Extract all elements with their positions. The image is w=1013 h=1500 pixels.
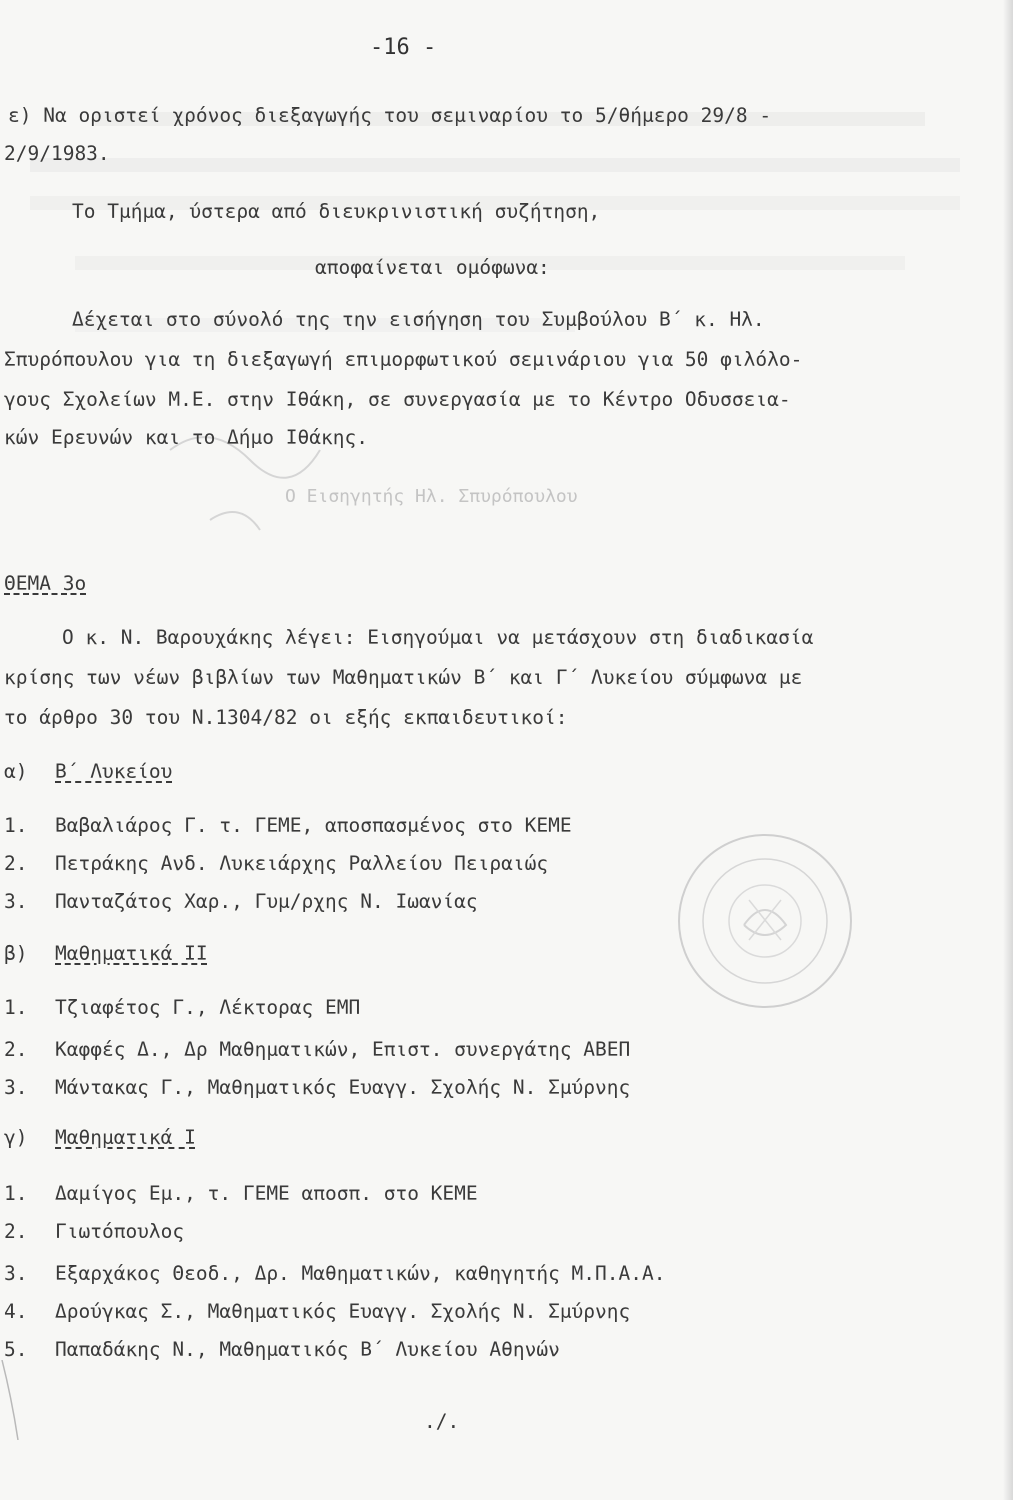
list-item-number: 1. (4, 814, 28, 837)
list-item: Μάντακας Γ., Μαθηματικός Ευαγγ. Σχολής Ν. Σμύρνης (55, 1076, 631, 1099)
list-item: Πανταζάτος Χαρ., Γυμ/ρχης Ν. Ιωανίας (55, 890, 478, 913)
list-item: Παπαδάκης Ν., Μαθηματικός Β΄ Λυκείου Αθηνών (55, 1338, 560, 1361)
section-marker-c: γ) (4, 1126, 28, 1149)
text-line-1: ε) Να οριστεί χρόνος διεξαγωγής του σεμιναρίου το 5/θήμερο 29/8 - (8, 104, 772, 127)
list-item: Δρούγκας Σ., Μαθηματικός Ευαγγ. Σχολής Ν. Σμύρνης (55, 1300, 631, 1323)
list-item-number: 1. (4, 996, 28, 1019)
text-line-2: 2/9/1983. (4, 142, 110, 165)
list-item: Δαμίγος Εμ., τ. ΓΕΜΕ αποσπ. στο ΚΕΜΕ (55, 1182, 478, 1205)
text-line-7: γους Σχολείων Μ.Ε. στην Ιθάκη, σε συνεργασία με το Κέντρο Οδυσσεια- (4, 388, 791, 411)
list-item-number: 3. (4, 1262, 28, 1285)
list-item: Βαβαλιάρος Γ. τ. ΓΕΜΕ, αποσπασμένος στο ΚΕΜΕ (55, 814, 572, 837)
list-item-number: 1. (4, 1182, 28, 1205)
list-item-number: 2. (4, 1038, 28, 1061)
decision-heading: αποφαίνεται ομόφωνα: (315, 256, 550, 279)
section-marker-a: α) (4, 760, 28, 783)
page-number: -16 - (370, 35, 437, 60)
list-item-number: 3. (4, 890, 28, 913)
list-item: Τζιαφέτος Γ., Λέκτορας ΕΜΠ (55, 996, 361, 1019)
text-line-8: κών Ερευνών και το Δήμο Ιθάκης. (4, 426, 368, 449)
list-item: Πετράκης Ανδ. Λυκειάρχης Ραλλείου Πειραιώς (55, 852, 549, 875)
page-edge-shadow (1003, 0, 1013, 1500)
text-line-3: Το Τμήμα, ύστερα από διευκρινιστική συζήτηση, (72, 200, 601, 223)
list-item-number: 4. (4, 1300, 28, 1323)
list-item-number: 2. (4, 852, 28, 875)
section-title-c: Μαθηματικά Ι (55, 1126, 196, 1149)
section-title-a: Β΄ Λυκείου (55, 760, 173, 783)
theme-heading: ΘΕΜΑ 3ο (4, 572, 87, 595)
intro-line-2: κρίσης των νέων βιβλίων των Μαθηματικών Β΄ και Γ΄ Λυκείου σύμφωνα με (4, 666, 803, 689)
list-item: Καφφές Δ., Δρ Μαθηματικών, Επιστ. συνεργάτης ΑΒΕΠ (55, 1038, 631, 1061)
list-item-number: 3. (4, 1076, 28, 1099)
faint-signature-line: Ο Εισηγητής Ηλ. Σπυρόπουλου (285, 486, 578, 507)
text-line-5: Δέχεται στο σύνολό της την εισήγηση του Συμβούλου Β΄ κ. Ηλ. (72, 308, 765, 331)
section-marker-b: β) (4, 942, 28, 965)
list-item: Εξαρχάκος Θεοδ., Δρ. Μαθηματικών, καθηγητής Μ.Π.Α.Α. (55, 1262, 666, 1285)
scan-margin-mark (0, 1360, 20, 1440)
list-item: Γιωτόπουλος (55, 1220, 185, 1243)
intro-line-3: το άρθρο 30 του Ν.1304/82 οι εξής εκπαιδευτικοί: (4, 706, 568, 729)
continuation-mark: ./. (424, 1410, 460, 1433)
list-item-number: 5. (4, 1338, 28, 1361)
section-title-b: Μαθηματικά ΙΙ (55, 942, 208, 965)
official-stamp-icon (674, 830, 856, 1012)
list-item-number: 2. (4, 1220, 28, 1243)
intro-line-1: Ο κ. Ν. Βαρουχάκης λέγει: Εισηγούμαι να μετάσχουν στη διαδικασία (62, 626, 814, 649)
text-line-6: Σπυρόπουλου για τη διεξαγωγή επιμορφωτικού σεμινάριου για 50 φιλόλο- (4, 348, 803, 371)
